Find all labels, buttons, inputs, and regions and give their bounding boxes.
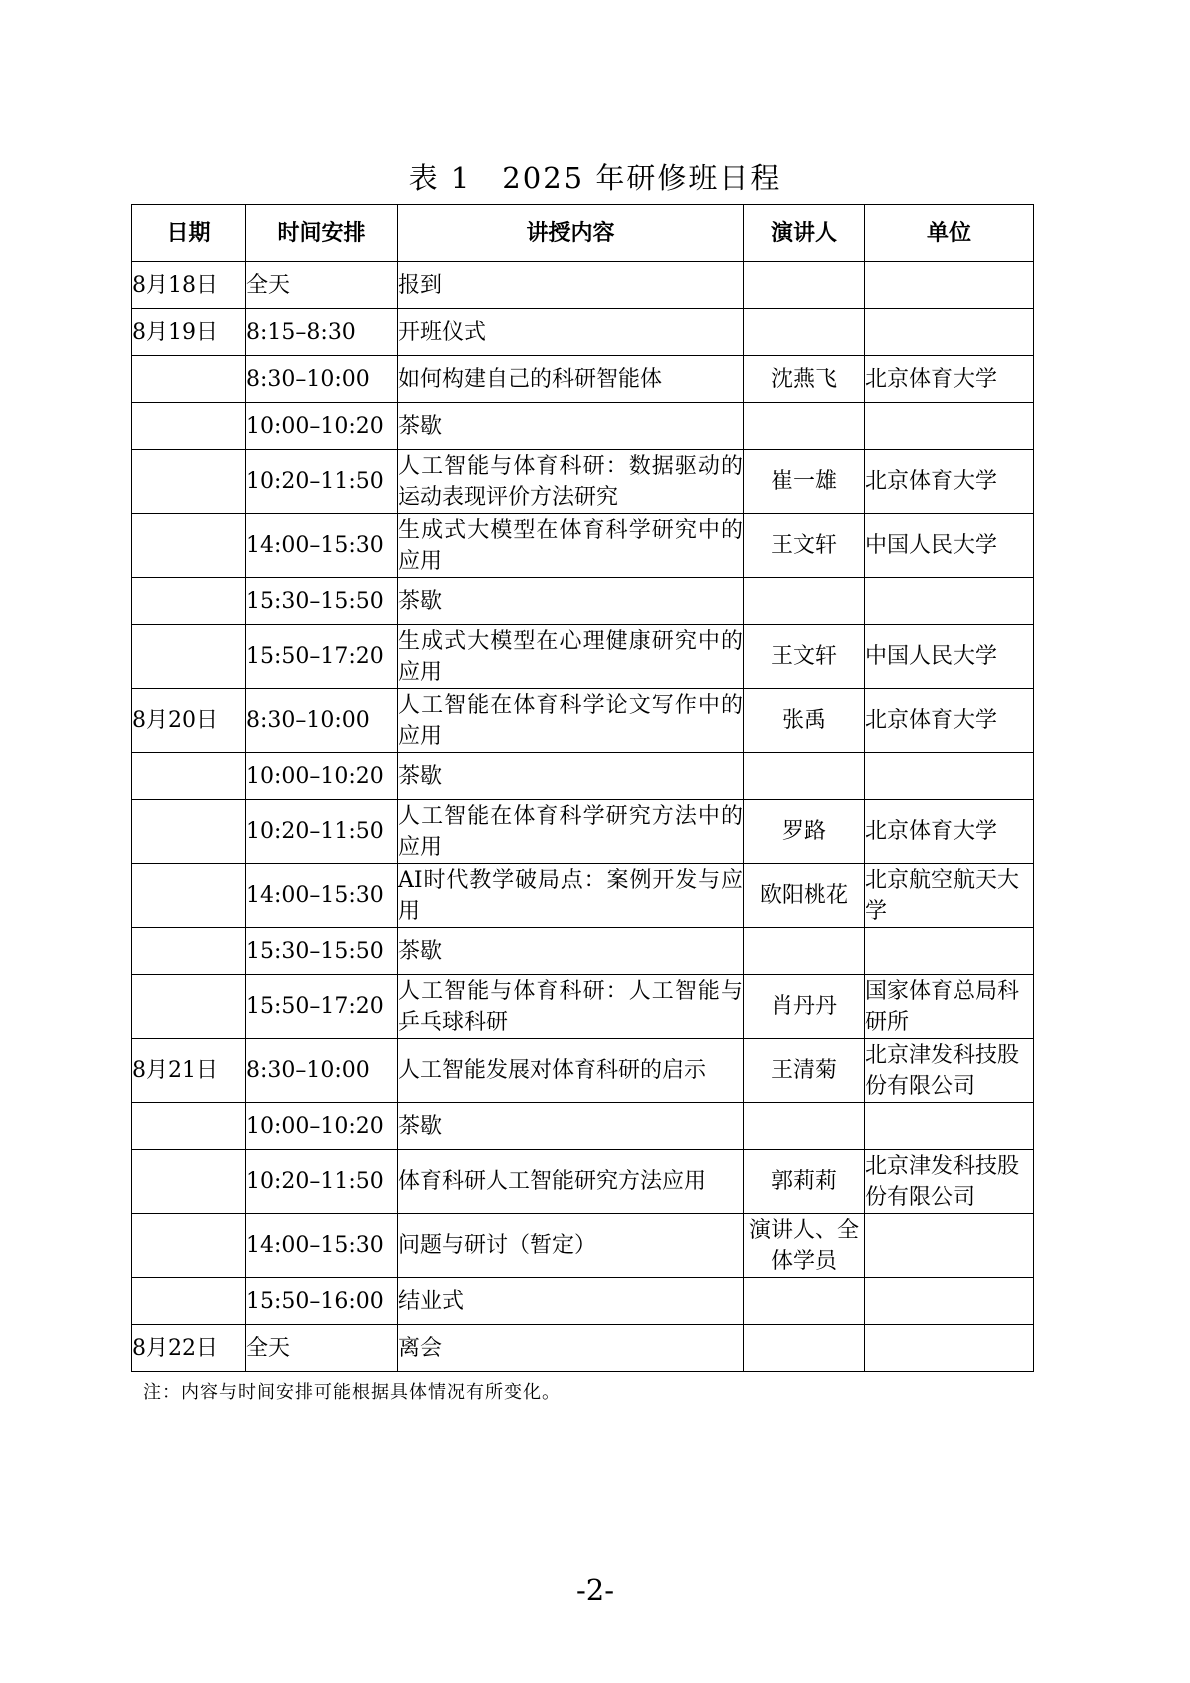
cell-unit: 北京体育大学 bbox=[865, 450, 1034, 514]
cell-speaker: 王清菊 bbox=[744, 1039, 865, 1103]
cell-date bbox=[132, 625, 246, 689]
header-speaker: 演讲人 bbox=[744, 205, 865, 262]
cell-speaker bbox=[744, 928, 865, 975]
cell-date bbox=[132, 356, 246, 403]
cell-speaker: 王文轩 bbox=[744, 625, 865, 689]
cell-content: 人工智能发展对体育科研的启示 bbox=[398, 1039, 744, 1103]
cell-speaker bbox=[744, 578, 865, 625]
cell-speaker: 郭莉莉 bbox=[744, 1150, 865, 1214]
cell-content: 生成式大模型在体育科学研究中的应用 bbox=[398, 514, 744, 578]
table-row bbox=[132, 864, 1034, 928]
cell-content: 报到 bbox=[398, 262, 744, 309]
table-row bbox=[132, 1278, 1034, 1325]
cell-time: 15:50–17:20 bbox=[246, 975, 398, 1039]
table-row bbox=[132, 309, 1034, 356]
cell-date: 8月19日 bbox=[132, 309, 246, 356]
cell-speaker: 沈燕飞 bbox=[744, 356, 865, 403]
cell-content: 人工智能在体育科学研究方法中的应用 bbox=[398, 800, 744, 864]
cell-content: 茶歇 bbox=[398, 928, 744, 975]
cell-speaker: 张禹 bbox=[744, 689, 865, 753]
cell-speaker: 崔一雄 bbox=[744, 450, 865, 514]
cell-speaker: 肖丹丹 bbox=[744, 975, 865, 1039]
cell-content: 问题与研讨（暂定） bbox=[398, 1214, 744, 1278]
cell-unit: 北京体育大学 bbox=[865, 800, 1034, 864]
cell-unit bbox=[865, 1103, 1034, 1150]
table-row bbox=[132, 625, 1034, 689]
cell-content: 茶歇 bbox=[398, 1103, 744, 1150]
table-row bbox=[132, 800, 1034, 864]
table-row bbox=[132, 450, 1034, 514]
cell-unit bbox=[865, 928, 1034, 975]
cell-date bbox=[132, 514, 246, 578]
cell-time: 14:00–15:30 bbox=[246, 864, 398, 928]
cell-unit: 北京津发科技股份有限公司 bbox=[865, 1039, 1034, 1103]
cell-time: 10:20–11:50 bbox=[246, 1150, 398, 1214]
header-content: 讲授内容 bbox=[398, 205, 744, 262]
schedule-table bbox=[131, 204, 1034, 1372]
cell-time: 8:30–10:00 bbox=[246, 1039, 398, 1103]
cell-date: 8月18日 bbox=[132, 262, 246, 309]
footnote: 注：内容与时间安排可能根据具体情况有所变化。 bbox=[143, 1382, 561, 1403]
table-row bbox=[132, 1039, 1034, 1103]
cell-time: 8:30–10:00 bbox=[246, 689, 398, 753]
cell-content: 人工智能与体育科研：数据驱动的运动表现评价方法研究 bbox=[398, 450, 744, 514]
cell-date bbox=[132, 578, 246, 625]
cell-time: 14:00–15:30 bbox=[246, 1214, 398, 1278]
cell-date: 8月22日 bbox=[132, 1325, 246, 1372]
cell-content: 人工智能与体育科研：人工智能与乒乓球科研 bbox=[398, 975, 744, 1039]
cell-time: 10:20–11:50 bbox=[246, 450, 398, 514]
cell-unit: 北京津发科技股份有限公司 bbox=[865, 1150, 1034, 1214]
table-row bbox=[132, 262, 1034, 309]
cell-time: 8:30–10:00 bbox=[246, 356, 398, 403]
header-time: 时间安排 bbox=[246, 205, 398, 262]
table-row bbox=[132, 689, 1034, 753]
cell-unit bbox=[865, 1278, 1034, 1325]
cell-speaker: 演讲人、全体学员 bbox=[744, 1214, 865, 1278]
table-row bbox=[132, 1214, 1034, 1278]
table-row bbox=[132, 403, 1034, 450]
cell-speaker bbox=[744, 262, 865, 309]
cell-content: 人工智能在体育科学论文写作中的应用 bbox=[398, 689, 744, 753]
cell-unit bbox=[865, 403, 1034, 450]
cell-time: 15:30–15:50 bbox=[246, 928, 398, 975]
cell-date bbox=[132, 1278, 246, 1325]
cell-date: 8月20日 bbox=[132, 689, 246, 753]
cell-time: 15:30–15:50 bbox=[246, 578, 398, 625]
cell-speaker bbox=[744, 309, 865, 356]
cell-unit bbox=[865, 1214, 1034, 1278]
cell-content: AI时代教学破局点：案例开发与应用 bbox=[398, 864, 744, 928]
cell-speaker bbox=[744, 753, 865, 800]
cell-time: 14:00–15:30 bbox=[246, 514, 398, 578]
cell-date bbox=[132, 800, 246, 864]
cell-date bbox=[132, 450, 246, 514]
cell-unit bbox=[865, 309, 1034, 356]
cell-date bbox=[132, 975, 246, 1039]
header-date: 日期 bbox=[132, 205, 246, 262]
cell-unit: 北京航空航天大学 bbox=[865, 864, 1034, 928]
cell-speaker bbox=[744, 1325, 865, 1372]
cell-date bbox=[132, 1150, 246, 1214]
table-row bbox=[132, 1325, 1034, 1372]
table-row bbox=[132, 356, 1034, 403]
cell-unit bbox=[865, 1325, 1034, 1372]
table-row bbox=[132, 928, 1034, 975]
cell-speaker: 欧阳桃花 bbox=[744, 864, 865, 928]
cell-speaker bbox=[744, 403, 865, 450]
cell-time: 10:20–11:50 bbox=[246, 800, 398, 864]
table-header-row bbox=[132, 205, 1034, 262]
table-row bbox=[132, 1150, 1034, 1214]
cell-unit bbox=[865, 262, 1034, 309]
page-number: -2- bbox=[575, 1573, 615, 1607]
table-row bbox=[132, 1103, 1034, 1150]
cell-date bbox=[132, 1103, 246, 1150]
cell-unit: 北京体育大学 bbox=[865, 356, 1034, 403]
cell-content: 体育科研人工智能研究方法应用 bbox=[398, 1150, 744, 1214]
cell-date bbox=[132, 403, 246, 450]
cell-content: 茶歇 bbox=[398, 753, 744, 800]
cell-time: 15:50–16:00 bbox=[246, 1278, 398, 1325]
cell-date: 8月21日 bbox=[132, 1039, 246, 1103]
table-row bbox=[132, 975, 1034, 1039]
cell-date bbox=[132, 1214, 246, 1278]
cell-date bbox=[132, 864, 246, 928]
cell-unit bbox=[865, 578, 1034, 625]
cell-time: 10:00–10:20 bbox=[246, 753, 398, 800]
cell-unit: 北京体育大学 bbox=[865, 689, 1034, 753]
table-row bbox=[132, 578, 1034, 625]
cell-time: 8:15–8:30 bbox=[246, 309, 398, 356]
cell-content: 茶歇 bbox=[398, 403, 744, 450]
cell-unit: 中国人民大学 bbox=[865, 514, 1034, 578]
table-row bbox=[132, 753, 1034, 800]
cell-speaker: 王文轩 bbox=[744, 514, 865, 578]
cell-speaker bbox=[744, 1103, 865, 1150]
cell-unit: 中国人民大学 bbox=[865, 625, 1034, 689]
cell-content: 生成式大模型在心理健康研究中的应用 bbox=[398, 625, 744, 689]
cell-unit bbox=[865, 753, 1034, 800]
cell-time: 全天 bbox=[246, 262, 398, 309]
cell-time: 10:00–10:20 bbox=[246, 403, 398, 450]
cell-speaker: 罗路 bbox=[744, 800, 865, 864]
cell-time: 15:50–17:20 bbox=[246, 625, 398, 689]
cell-content: 茶歇 bbox=[398, 578, 744, 625]
cell-time: 全天 bbox=[246, 1325, 398, 1372]
table-title: 表 1 2025 年研修班日程 bbox=[408, 161, 782, 195]
cell-date bbox=[132, 753, 246, 800]
cell-time: 10:00–10:20 bbox=[246, 1103, 398, 1150]
cell-content: 结业式 bbox=[398, 1278, 744, 1325]
cell-content: 离会 bbox=[398, 1325, 744, 1372]
cell-unit: 国家体育总局科研所 bbox=[865, 975, 1034, 1039]
table-row bbox=[132, 514, 1034, 578]
cell-date bbox=[132, 928, 246, 975]
header-unit: 单位 bbox=[865, 205, 1034, 262]
cell-content: 如何构建自己的科研智能体 bbox=[398, 356, 744, 403]
cell-speaker bbox=[744, 1278, 865, 1325]
cell-content: 开班仪式 bbox=[398, 309, 744, 356]
